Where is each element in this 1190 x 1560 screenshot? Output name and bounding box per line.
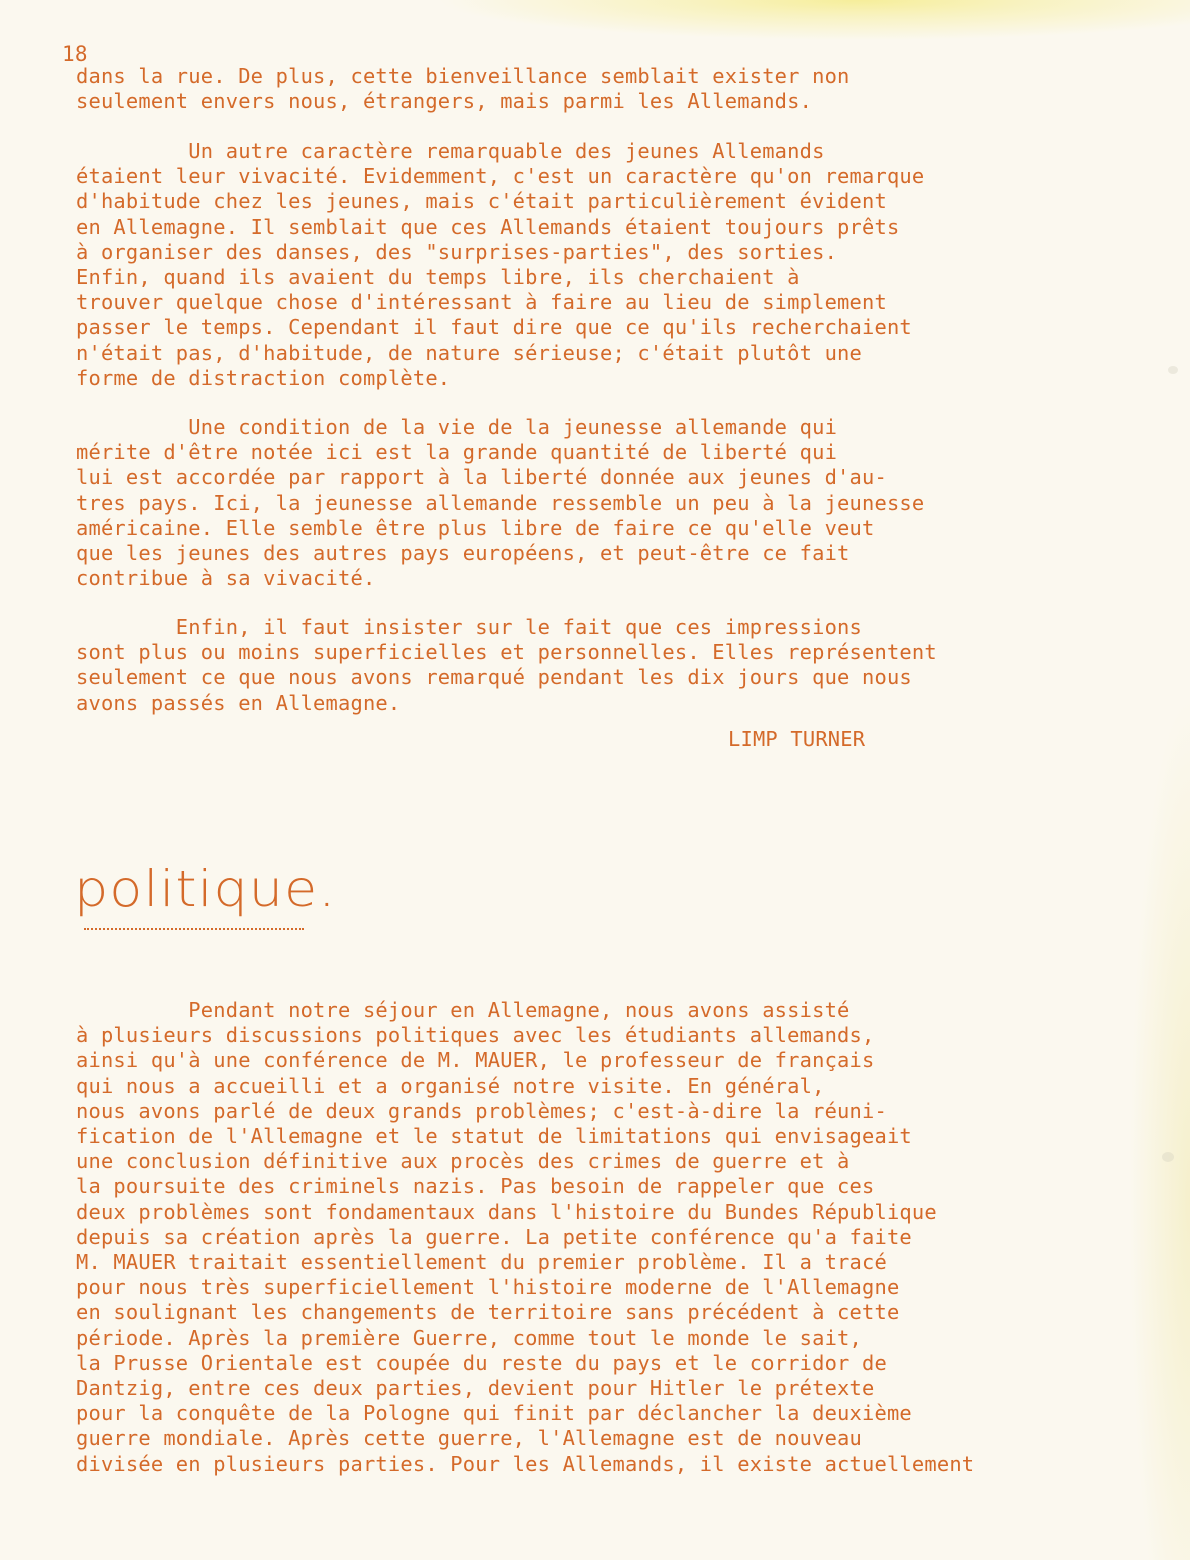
paragraph-liberte: Une condition de la vie de la jeunesse allemande qui mérite d'être notée ici est la grande quantité de liberté qui lui est accordée par rapport à la liberté donnée aux jeunes d'au- tres pays. Ici, la jeunesse allemande ressemble un peu à la jeunesse américaine. Elle semble être plus libre de faire ce qu'elle veut que les jeunes des autres pays européens, et peut-être ce fait contribue à sa vivacité.: [76, 415, 925, 591]
paragraph-conclusion: Enfin, il faut insister sur le fait que ces impressions sont plus ou moins superficielles et personnelles. Elles représentent seulement ce que nous avons remarqué pendant les dix jours que nous avons passés en Allemagne.: [76, 615, 937, 715]
heading-underline: [84, 928, 304, 934]
paragraph-continuation: dans la rue. De plus, cette bienveillance semblait exister non seulement envers nous, étrangers, mais parmi les Allemands.: [76, 64, 850, 114]
author-signature: LIMP TURNER: [728, 727, 866, 751]
page-number: 18: [62, 42, 88, 66]
paper-spot: [1168, 366, 1178, 374]
section-heading: politique.: [74, 860, 337, 918]
paper-spot: [1162, 1152, 1174, 1162]
paragraph-politique: Pendant notre séjour en Allemagne, nous avons assisté à plusieurs discussions politiques avec les étudiants allemands, ainsi qu'à une conférence de M. MAUER, le professeur de français qui nous a accueilli et a organisé notre visite. En général, nous avons parlé de deux grands problèmes; c'est-à-dire la réuni- fication de l'Allemagne et le statut de limitations qui envisageait une conclusion définitive aux procès des crimes de guerre et à la poursuite des criminels nazis. Pas besoin de rappeler que ces deux problèmes sont fondamentaux dans l'histoire du Bundes République depuis sa création après la guerre. La petite conférence qu'a faite M. MAUER traitait essentiellement du premier problème. Il a tracé pour nous très superficiellement l'histoire moderne de l'Allemagne en soulignant les changements de territoire sans précédent à cette période. Après la première Guerre, comme tout le monde le sait, la Prusse Orientale est coupée du reste du pays et le corridor de Dantzig, entre ces deux parties, devient pour Hitler le prétexte pour la conquête de la Pologne qui finit par déclancher la deuxième guerre mondiale. Après cette guerre, l'Allemagne est de nouveau divisée en plusieurs parties. Pour les Allemands, il existe actuellement: [76, 998, 975, 1476]
paragraph-vivacite: Un autre caractère remarquable des jeunes Allemands étaient leur vivacité. Evidemment, c'est un caractère qu'on remarque d'habitude chez les jeunes, mais c'était particulièrement évident en Allemagne. Il semblait que ces Allemands étaient toujours prêts à organiser des danses, des "surprises-parties", des sorties. Enfin, quand ils avaient du temps libre, ils cherchaient à trouver quelque chose d'intéressant à faire au lieu de simplement passer le temps. Cependant il faut dire que ce qu'ils recherchaient n'était pas, d'habitude, de nature sérieuse; c'était plutôt une forme de distraction complète.: [76, 139, 925, 390]
